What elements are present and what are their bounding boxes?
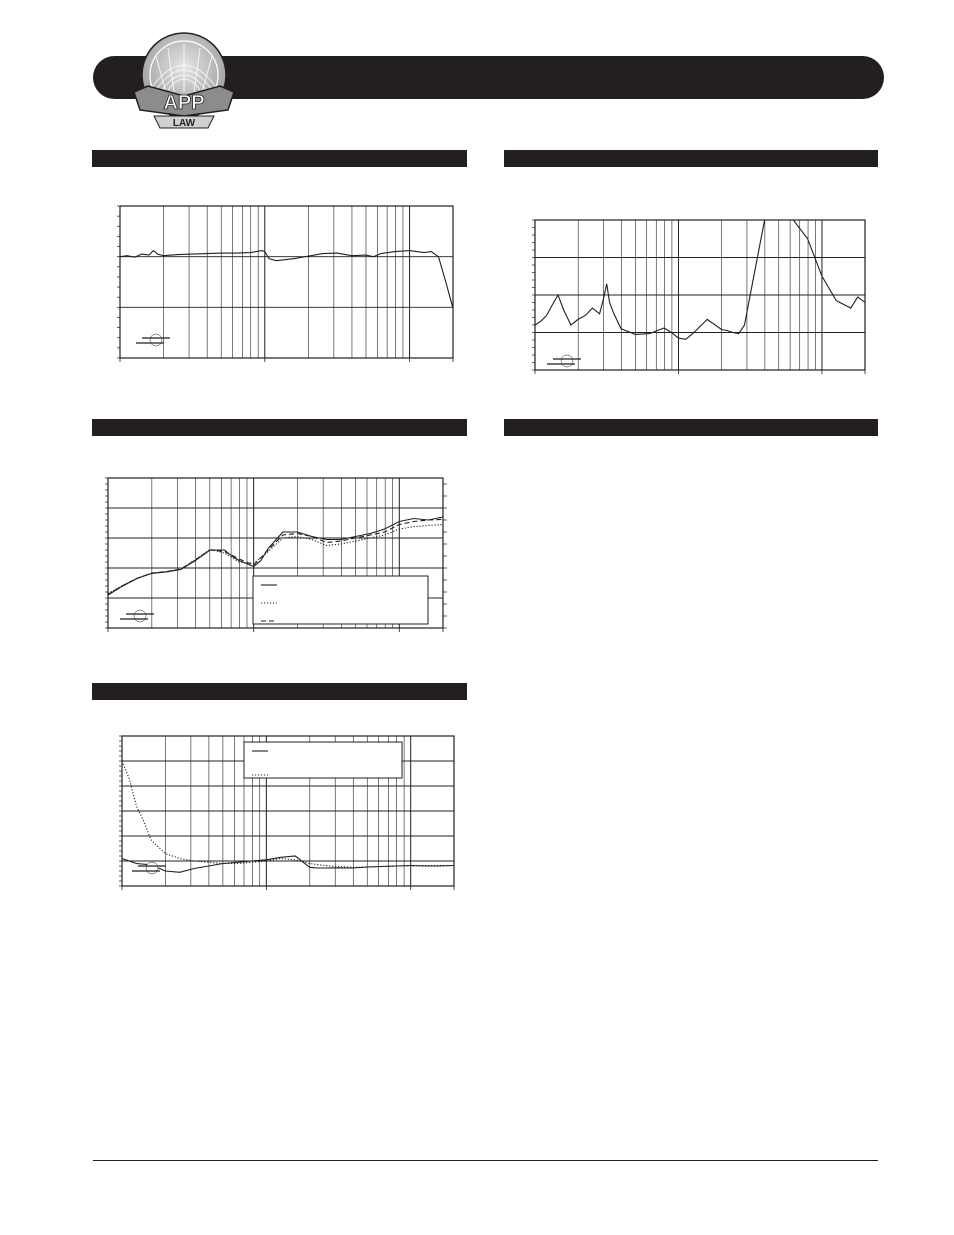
footer-rule [93, 1160, 878, 1161]
watermark-stamp [120, 610, 154, 622]
watermark-stamp [136, 334, 170, 346]
brand-logo [128, 30, 240, 130]
legend-box [244, 742, 402, 778]
chart-frequency-response [110, 198, 460, 363]
section-bar-1 [92, 150, 467, 167]
section-bar-3 [92, 419, 467, 436]
section-bar-5 [92, 683, 467, 700]
logo-text-app: APP [163, 92, 205, 114]
section-bar-2 [504, 150, 878, 167]
watermark-stamp [547, 355, 581, 367]
chart-multi-series [100, 470, 455, 635]
chart-distortion [112, 730, 462, 890]
section-bar-4 [504, 419, 878, 436]
legend-box [253, 576, 428, 624]
logo-text-law: LAW [172, 118, 196, 129]
chart-impedance [525, 212, 870, 377]
